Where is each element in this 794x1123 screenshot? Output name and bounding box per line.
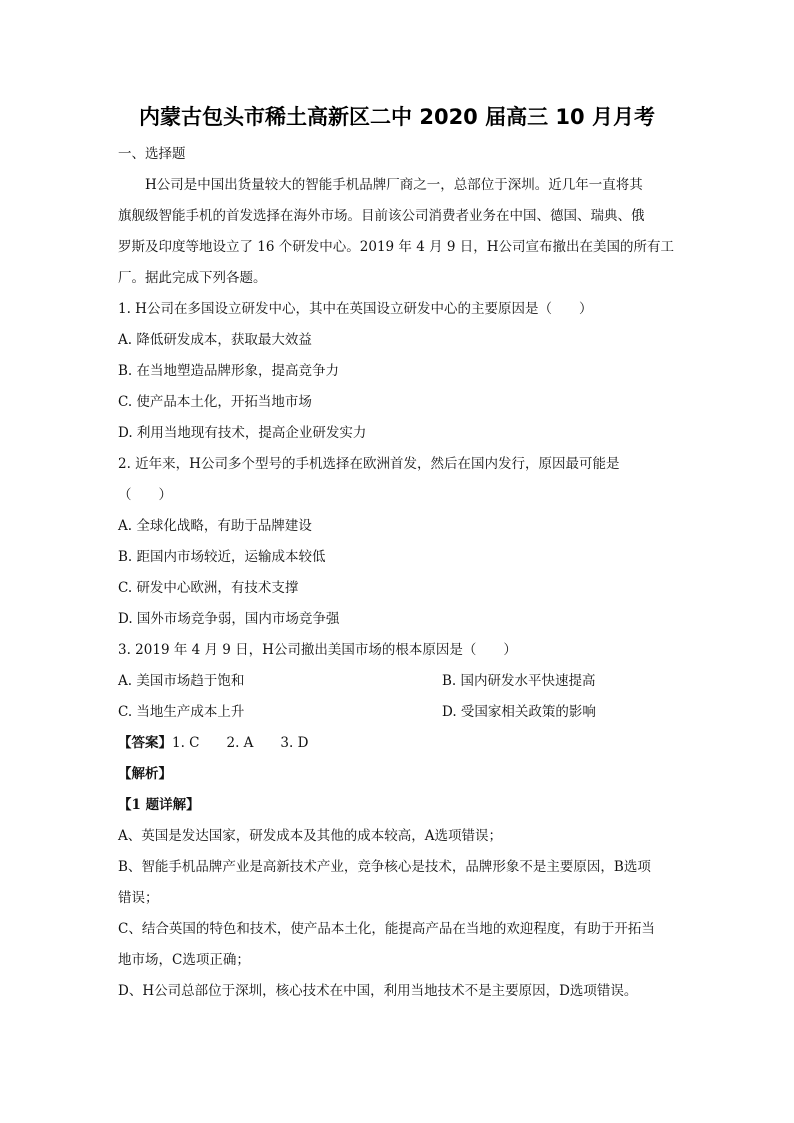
detail-line: D、H公司总部位于深圳，核心技术在中国，利用当地技术不是主要原因，D选项错误。 xyxy=(118,983,638,999)
question-option: D. 利用当地现有技术，提高企业研发实力 xyxy=(118,425,367,441)
answer-line xyxy=(118,728,678,759)
question-3 xyxy=(118,635,678,728)
question-option: B. 在当地塑造品牌形象，提高竞争力 xyxy=(118,363,340,379)
option-row xyxy=(118,666,678,697)
question-option: B. 距国内市场较近，运输成本较低 xyxy=(118,549,326,565)
question-option: A. 全球化战略，有助于品牌建设 xyxy=(118,518,312,534)
section-heading: 一、选择题 xyxy=(118,146,186,162)
document-body xyxy=(118,139,678,1007)
question-stem: 1. H公司在多国设立研发中心，其中在英国设立研发中心的主要原因是（ ） xyxy=(118,301,593,317)
analysis-label: 【解析】 xyxy=(118,766,172,782)
question-1 xyxy=(118,294,678,449)
passage-line: 罗斯及印度等地设立了 16 个研发中心。2019 年 4 月 9 日，H公司宣布撤出在美国的所有工 xyxy=(118,239,675,255)
question-stem-continued: （ ） xyxy=(118,487,172,503)
detail-label: 【1 题详解】 xyxy=(118,797,200,813)
detail-line: 地市场，C选项正确； xyxy=(118,952,250,968)
question-option: D. 国外市场竞争弱，国内市场竞争强 xyxy=(118,611,340,627)
passage-line: H公司是中国出货量较大的智能手机品牌厂商之一，总部位于深圳。近几年一直将其 xyxy=(145,177,643,193)
detail-line: 错误； xyxy=(118,890,159,906)
question-2 xyxy=(118,449,678,635)
question-option: B. 国内研发水平快速提高 xyxy=(442,673,596,689)
detail-line: C、结合英国的特色和技术，使产品本土化，能提高产品在当地的欢迎程度，有助于开拓当 xyxy=(118,921,655,937)
question-option: C. 研发中心欧洲，有技术支撑 xyxy=(118,580,299,596)
question-option: C. 当地生产成本上升 xyxy=(118,704,245,720)
answer-label: 【答案】 xyxy=(118,735,172,751)
passage-line: 旗舰级智能手机的首发选择在海外市场。目前该公司消费者业务在中国、德国、瑞典、俄 xyxy=(118,208,645,224)
detail-line: B、智能手机品牌产业是高新技术产业，竞争核心是技术，品牌形象不是主要原因，B选项 xyxy=(118,859,651,875)
detail-explanation xyxy=(118,821,678,1007)
question-option: C. 使产品本土化，开拓当地市场 xyxy=(118,394,312,410)
passage-line: 厂。据此完成下列各题。 xyxy=(118,270,267,286)
question-option: D. 受国家相关政策的影响 xyxy=(442,704,596,720)
question-stem: 3. 2019 年 4 月 9 日，H公司撤出美国市场的根本原因是（ ） xyxy=(118,642,517,658)
option-row xyxy=(118,697,678,728)
question-option: A. 降低研发成本，获取最大效益 xyxy=(118,332,312,348)
question-stem: 2. 近年来，H公司多个型号的手机选择在欧洲首发，然后在国内发行，原因最可能是 xyxy=(118,456,620,472)
answer-text: 1. C 2. A 3. D xyxy=(172,735,309,751)
question-option: A. 美国市场趋于饱和 xyxy=(118,673,245,689)
document-title: 内蒙古包头市稀土高新区二中 2020 届高三 10 月月考 xyxy=(139,105,655,129)
detail-line: A、英国是发达国家，研发成本及其他的成本较高，A选项错误； xyxy=(118,828,502,844)
passage xyxy=(118,170,678,294)
